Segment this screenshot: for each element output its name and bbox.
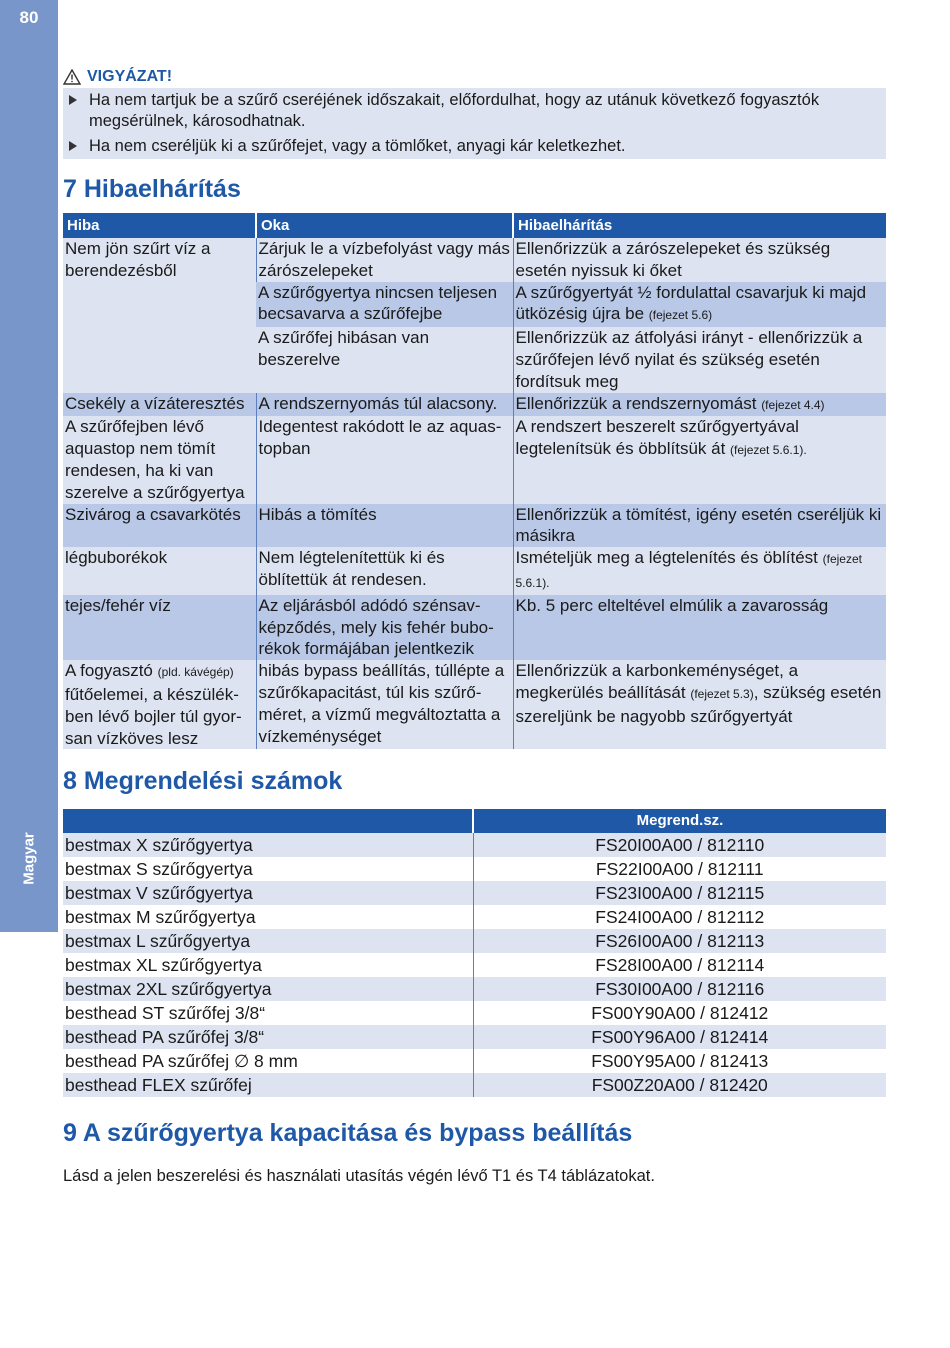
bullet-arrow-icon (69, 141, 77, 151)
warning-item (63, 134, 886, 159)
table-row (63, 660, 886, 749)
table-row (63, 393, 886, 417)
cause-cell: Hibás a tömítés (256, 504, 513, 548)
warning-item-text: Ha nem tartjuk be a szűrő cseréjének időszakait, előfordulhat, hogy az utánuk következő fogyasztók megsérülnek, károsodhatnak. (89, 91, 820, 130)
warning-title: VIGYÁZAT! (87, 68, 173, 85)
table-row (63, 1025, 886, 1049)
table-row (63, 1001, 886, 1025)
order-number: FS00Y90A00 / 812412 (473, 1001, 886, 1025)
table-row (63, 238, 886, 282)
table-header-row (63, 213, 886, 238)
remedy-cell (513, 416, 886, 503)
fault-cell: légbuborékok (65, 548, 168, 568)
remedy-text: Ellenőrizzük a rendszernyomást (515, 393, 757, 413)
warning-box (63, 66, 886, 159)
column-header-remedy: Hibaelhárítás (513, 213, 886, 238)
product-name: besthead PA szűrőfej 3/8“ (63, 1025, 473, 1049)
remedy-cell (513, 660, 886, 749)
order-number: FS23I00A00 / 812115 (473, 881, 886, 905)
fault-text: fűtőelemei, a készülék-ben lévő bojler túl gyor-san vízköves lesz (65, 684, 242, 748)
product-name: bestmax L szűrőgyertya (63, 929, 473, 953)
remedy-text: A szűrőgyertyát ½ fordulattal csavarjuk ki majd ütközésig újra be (515, 282, 867, 324)
product-name: bestmax X szűrőgyertya (63, 833, 473, 857)
remedy-text: , szükség esetén szereljünk be nagyobb szűrőgyertyát (515, 682, 882, 726)
product-name: besthead FLEX szűrőfej (63, 1073, 473, 1097)
column-header-fault: Hiba (63, 213, 256, 238)
table-row (63, 547, 886, 595)
side-tab (0, 0, 58, 932)
cause-cell: A szűrőfej hibásan van beszerelve (258, 328, 430, 369)
column-header-product (63, 809, 473, 833)
order-number: FS20I00A00 / 812110 (473, 833, 886, 857)
fault-cell: tejes/fehér víz (65, 595, 171, 615)
column-header-order-number: Megrend.sz. (473, 809, 886, 833)
remedy-cell: Ellenőrizzük az átfolyási irányt - ellenőrizzük a szűrőfejen lévő nyilat és szükség esetén fordítsuk meg (513, 327, 886, 392)
bullet-arrow-icon (69, 95, 77, 105)
table-row (63, 977, 886, 1001)
page-content (63, 66, 886, 1186)
table-row (63, 953, 886, 977)
order-number: FS00Z20A00 / 812420 (473, 1073, 886, 1097)
chapter-reference: (fejezet 5.6.1). (515, 552, 862, 590)
order-number: FS26I00A00 / 812113 (473, 929, 886, 953)
product-name: bestmax 2XL szűrőgyertya (63, 977, 473, 1001)
troubleshooting-table (63, 213, 886, 749)
chapter-reference: (fejezet 4.4) (761, 397, 825, 412)
chapter-reference: (fejezet 5.6.1). (730, 443, 807, 458)
reference-note: Lásd a jelen beszerelési és használati utasítás végén lévő T1 és T4 táblázatokat. (63, 1167, 655, 1186)
order-number: FS22I00A00 / 812111 (473, 857, 886, 881)
remedy-cell: Ellenőrizzük a tömítést, igény esetén cseréljük ki másikra (513, 504, 886, 548)
fault-cell: A szűrőfejben lévő aquastop nem tömít rendesen, ha ki van szerelve a szűrőgyertya (65, 417, 245, 502)
remedy-cell (513, 547, 886, 595)
cause-cell: Az eljárásból adódó szénsav-képződés, mely kis fehér bubo-rékok formájában jelentkezik (256, 595, 513, 660)
cause-cell: Nem légtelenítettük ki és öblítettük át rendesen. (256, 547, 513, 595)
product-name: bestmax M szűrőgyertya (63, 905, 473, 929)
order-number: FS28I00A00 / 812114 (473, 953, 886, 977)
section-title-troubleshooting: 7 Hibaelhárítás (63, 175, 241, 203)
warning-item-text: Ha nem cseréljük ki a szűrőfejet, vagy a tömlőket, anyagi kár keletkezhet. (89, 137, 626, 155)
remedy-cell: Ellenőrizzük a zárószelepeket és szükség esetén nyissuk ki őket (513, 238, 886, 282)
table-row (63, 905, 886, 929)
product-name: bestmax V szűrőgyertya (63, 881, 473, 905)
fault-text: A fogyasztó (65, 661, 153, 681)
remedy-cell (513, 393, 886, 417)
order-numbers-table (63, 809, 886, 1097)
product-name: bestmax XL szűrőgyertya (63, 953, 473, 977)
cause-cell: A szűrőgyertya nincsen teljesen becsavarva a szűrőfejbe (258, 282, 498, 324)
cause-cell: Zárjuk le a vízbefolyást vagy más zárószelepeket (256, 238, 513, 282)
fault-cell: Nem jön szűrt víz a berendezésből (63, 238, 256, 393)
fault-cell: Szivárog a csavarkötés (65, 504, 241, 524)
order-number: FS00Y95A00 / 812413 (473, 1049, 886, 1073)
remedy-cell (513, 282, 886, 328)
column-header-cause: Oka (256, 213, 513, 238)
product-name: bestmax S szűrőgyertya (63, 857, 473, 881)
remedy-cell: Kb. 5 perc elteltével elmúlik a zavarosság (513, 595, 886, 660)
remedy-text: Ismételjük meg a légtelenítés és öblítést (515, 548, 818, 568)
table-row (63, 833, 886, 857)
remedy-text: Ellenőrizzük a karbonkeménységet, a megkerülés beállítását (515, 661, 799, 702)
fault-cell: Csekély a vízáteresztés (65, 393, 245, 413)
table-row (63, 504, 886, 548)
table-row (63, 857, 886, 881)
warning-item (63, 88, 886, 134)
table-row (63, 416, 886, 503)
table-header-row (63, 809, 886, 833)
example-note: (pld. kávégép) (157, 665, 234, 680)
cause-cell: A rendszernyomás túl alacsony. (256, 393, 513, 417)
cause-cell: hibás bypass beállítás, túllépte a szűrőkapacitást, túl kis szűrő-méret, a vízmű megváltoztatta a vízkeménységet (256, 660, 513, 749)
cause-cell: Idegentest rakódott le az aquas-topban (256, 416, 513, 503)
order-number: FS00Y96A00 / 812414 (473, 1025, 886, 1049)
table-row (63, 1073, 886, 1097)
order-number: FS24I00A00 / 812112 (473, 905, 886, 929)
remedy-text: A rendszert beszerelt szűrőgyertyával legtelenítsük és öbblítsük át (515, 417, 799, 459)
page-number: 80 (19, 8, 39, 27)
order-number: FS30I00A00 / 812116 (473, 977, 886, 1001)
section-title-order-numbers: 8 Megrendelési számok (63, 767, 343, 796)
language-tab-label: Magyar (20, 832, 38, 885)
warning-heading (63, 66, 886, 88)
fault-cell (63, 660, 256, 749)
table-row (63, 1049, 886, 1073)
chapter-reference: (fejezet 5.3) (690, 686, 754, 701)
product-name: besthead PA szűrőfej ∅ 8 mm (63, 1049, 473, 1073)
chapter-reference: (fejezet 5.6) (648, 308, 713, 323)
warning-triangle-icon (63, 69, 81, 85)
product-name: besthead ST szűrőfej 3/8“ (63, 1001, 473, 1025)
table-row (63, 595, 886, 660)
table-row (63, 881, 886, 905)
section-title-capacity-bypass: 9 A szűrőgyertya kapacitása és bypass beállítás (63, 1119, 633, 1148)
table-row (63, 929, 886, 953)
